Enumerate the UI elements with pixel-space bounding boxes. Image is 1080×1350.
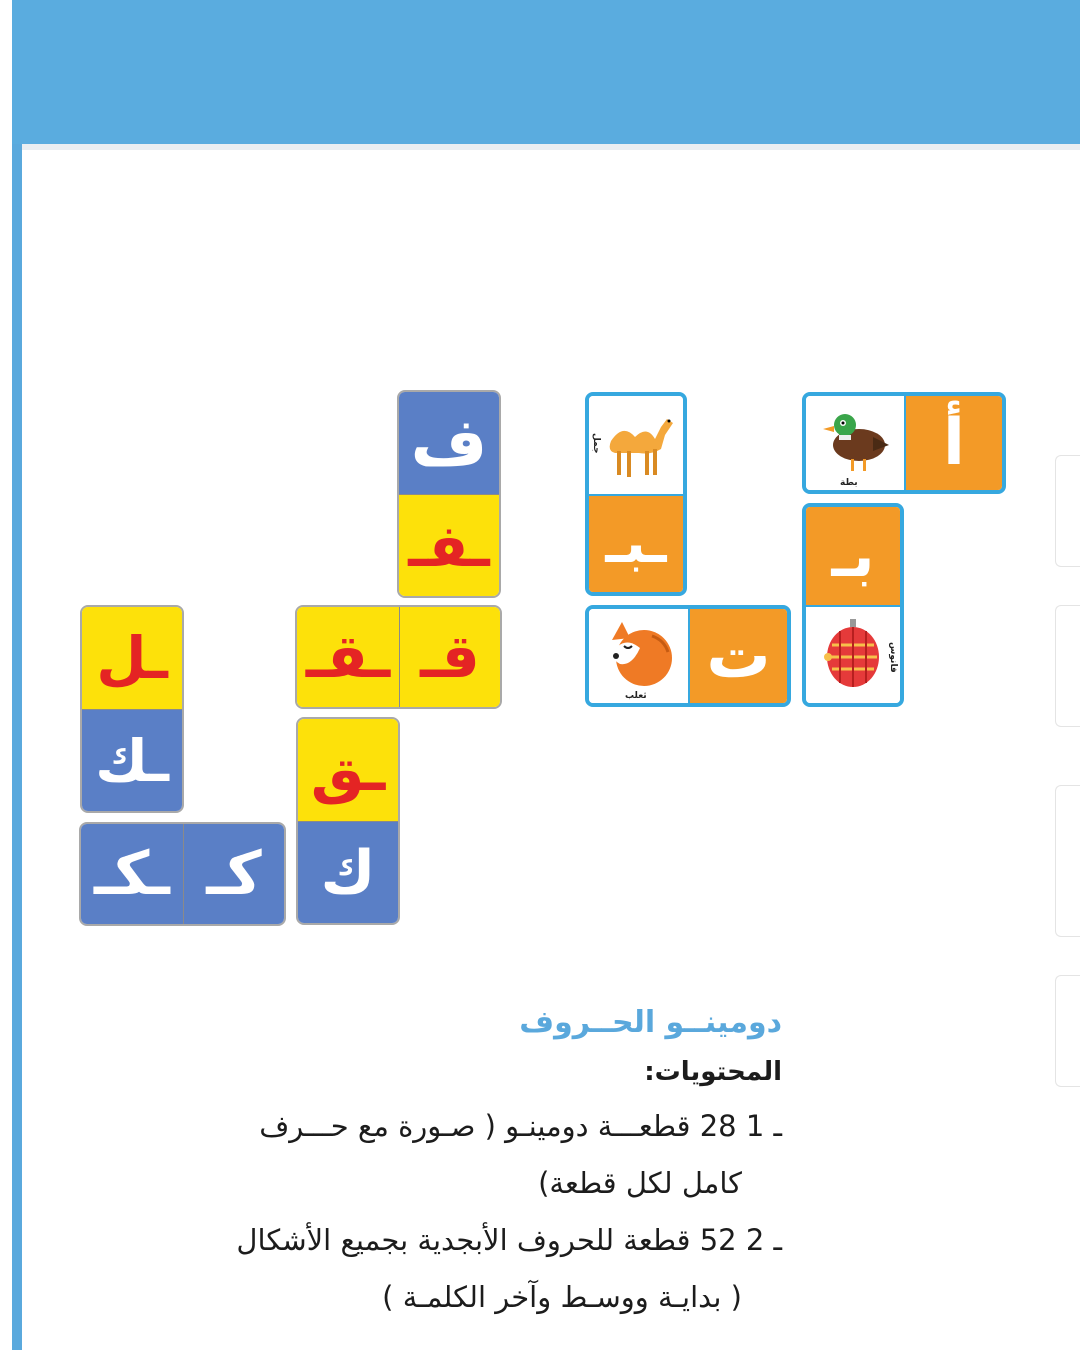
contents-item-continuation: كامل لكل قطعة): [538, 1166, 742, 1200]
letter-glyph: قـ: [420, 622, 480, 692]
tile-letter-half: [82, 710, 182, 811]
domino-tile-kaf: [79, 822, 286, 926]
domino-tile-alef: [802, 392, 1006, 494]
item-text: 28 قطعـــة دومينـو ( صـورة مع حـــرف: [259, 1109, 737, 1143]
contents-item: [82, 1098, 782, 1155]
tile-letter-half: [184, 824, 284, 924]
tile-letter-half: [906, 396, 1002, 490]
letter-glyph: أ: [943, 406, 965, 480]
tile-letter-half: [806, 507, 900, 605]
duck-icon: [815, 405, 895, 481]
background-box-outline: [1052, 455, 1080, 1105]
fox-icon: [598, 616, 680, 696]
picture-caption: ثعلب: [625, 691, 647, 701]
letter-glyph: ت: [706, 619, 771, 693]
tile-letter-half: [81, 824, 183, 924]
contents-heading: المحتويات:: [644, 1057, 782, 1087]
domino-tile-qaf-kaf: [296, 717, 400, 925]
picture-caption: جمل: [591, 433, 601, 454]
domino-tile-qaf: [295, 605, 502, 709]
product-description: [82, 1000, 782, 1326]
tile-letter-half: [298, 822, 398, 923]
letter-glyph: ك: [320, 837, 376, 908]
picture-caption: فانوس: [888, 642, 898, 673]
item-text: 52 قطعة للحروف الأبجدية بجميع الأشكال: [236, 1223, 737, 1257]
domino-tile-ta: [585, 605, 791, 707]
letter-glyph: ـق: [310, 735, 386, 805]
product-title: دومينــو الحــروف: [519, 1005, 782, 1040]
tile-picture-half: [806, 607, 900, 703]
letter-glyph: ـكـ: [94, 839, 170, 909]
domino-tile-ba: [802, 503, 904, 707]
tile-letter-half: [297, 607, 399, 707]
item-number: 1 ـ: [745, 1109, 782, 1143]
domino-tile-fa: [397, 390, 501, 598]
letter-glyph: ـقـ: [305, 622, 391, 692]
contents-item: [82, 1212, 782, 1269]
tile-picture-half: [589, 396, 683, 494]
page-margin: [0, 0, 12, 1350]
contents-item-continuation: ( بدايـة ووسـط وآخر الكلمـة ): [382, 1280, 742, 1314]
tile-picture-half: [589, 609, 688, 703]
domino-tile-lam-kaf: [80, 605, 184, 813]
picture-caption: بطة: [840, 478, 858, 488]
domino-tile-ba-middle: [585, 392, 687, 596]
letter-glyph: ـفـ: [408, 511, 490, 580]
letter-glyph: ـبـ: [605, 511, 667, 576]
tile-letter-half: [400, 607, 500, 707]
tile-letter-half: [399, 392, 499, 494]
tile-letter-half: [690, 609, 787, 703]
tile-letter-half: [399, 495, 499, 596]
tile-letter-half: [82, 607, 182, 709]
letter-glyph: ف: [410, 404, 488, 481]
letter-glyph: ـك: [95, 726, 169, 795]
tile-picture-half: [806, 396, 904, 490]
letter-glyph: كـ: [206, 839, 262, 909]
camel-icon: [595, 405, 677, 485]
tile-letter-half: [298, 719, 398, 821]
tile-letter-half: [589, 496, 683, 592]
lantern-icon: [818, 615, 888, 695]
letter-glyph: بـ: [831, 521, 875, 591]
letter-glyph: ـل: [96, 624, 168, 692]
header-band: [12, 0, 1080, 144]
item-number: 2 ـ: [745, 1223, 782, 1257]
